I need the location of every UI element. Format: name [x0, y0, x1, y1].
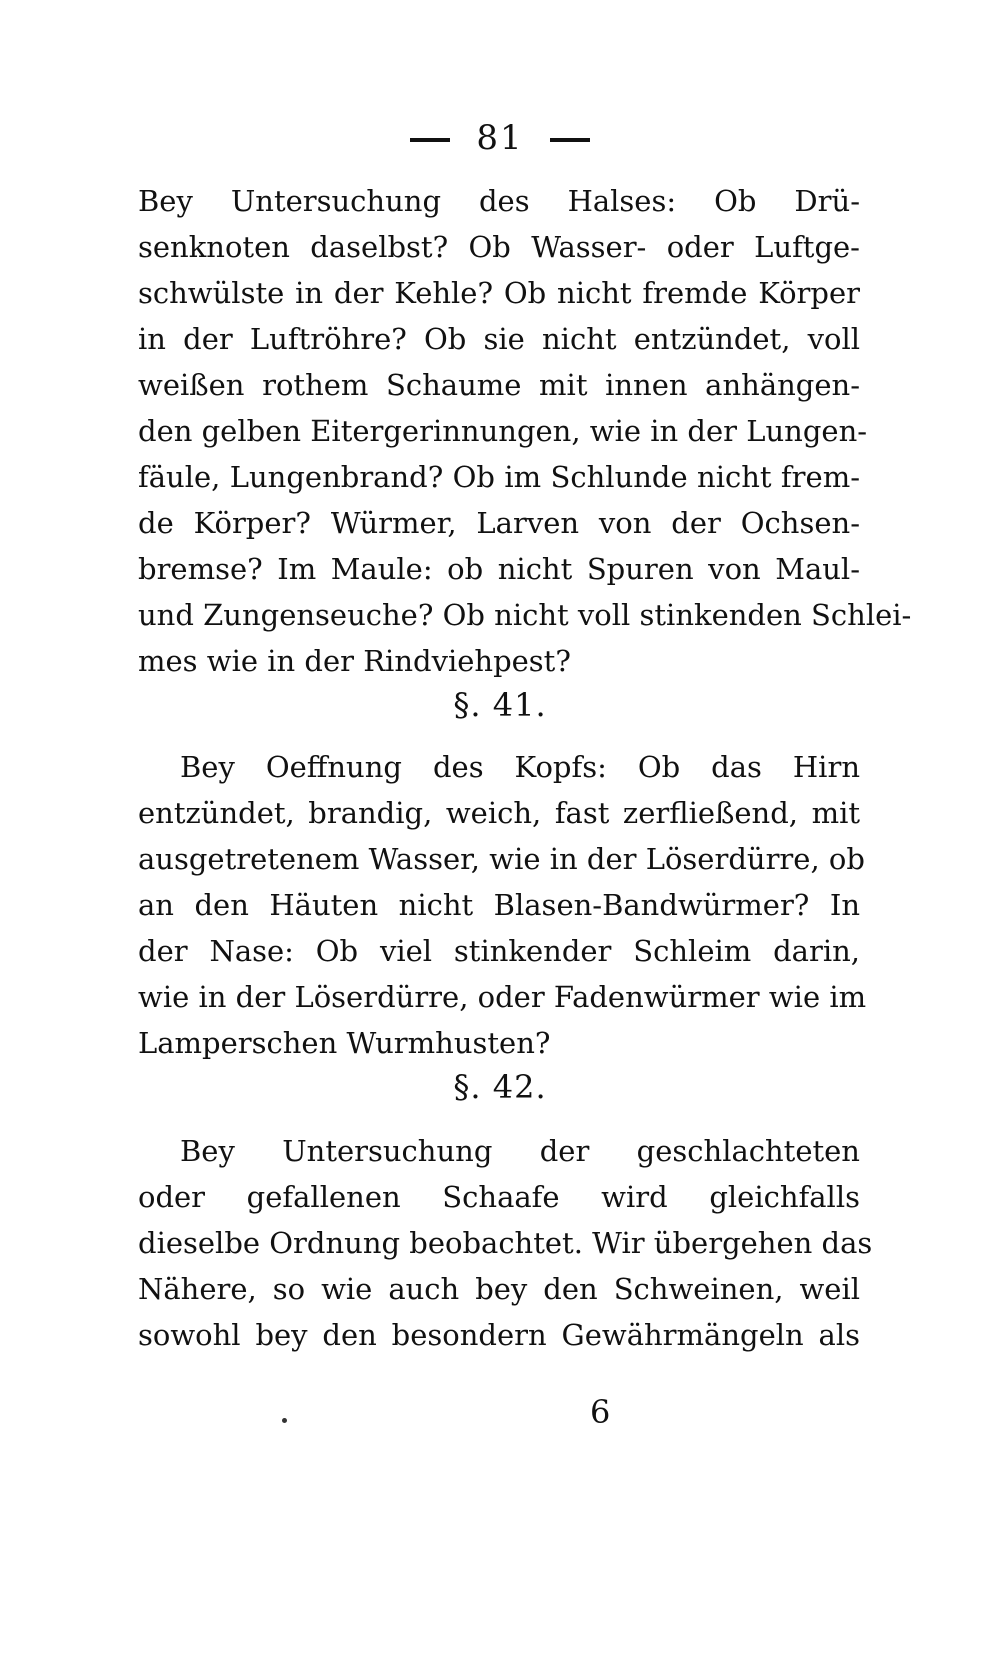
header-dash-left	[410, 138, 450, 142]
text-line: oder gefallenen Schaafe wird gleichfalls	[138, 1180, 860, 1214]
text-line: Bey Untersuchung des Halses: Ob Drü-	[138, 184, 860, 218]
text-line: entzündet, brandig, weich, fast zerfließend, mit	[138, 796, 860, 830]
text-line: in der Luftröhre? Ob sie nicht entzündet, voll	[138, 322, 860, 356]
text-line: und Zungenseuche? Ob nicht voll stinkenden Schlei-	[138, 598, 912, 632]
text-line: dieselbe Ordnung beobachtet. Wir übergehen das	[138, 1226, 873, 1260]
section-heading-42: §. 42.	[453, 1068, 547, 1106]
paragraph-neck-examination	[138, 178, 912, 684]
paragraph-head-opening	[138, 744, 867, 1066]
page-header	[0, 118, 1000, 158]
text-line: mes wie in der Rindviehpest?	[138, 644, 571, 678]
text-line: wie in der Löserdürre, oder Fadenwürmer wie im	[138, 980, 867, 1014]
signature-mark: 6	[590, 1393, 611, 1431]
text-line: Lamperschen Wurmhusten?	[138, 1026, 551, 1060]
section-heading-41: §. 41.	[453, 686, 547, 724]
text-line: schwülste in der Kehle? Ob nicht fremde Körper	[138, 276, 860, 310]
text-line: ausgetretenem Wasser, wie in der Löserdürre, ob	[138, 842, 865, 876]
text-line: fäule, Lungenbrand? Ob im Schlunde nicht frem-	[138, 460, 860, 494]
print-speck	[282, 1418, 287, 1423]
page-number: 81	[476, 118, 524, 158]
paragraph-sheep-examination	[138, 1128, 873, 1358]
text-line: an den Häuten nicht Blasen-Bandwürmer? In	[138, 888, 860, 922]
text-line: Nähere, so wie auch bey den Schweinen, weil	[138, 1272, 860, 1306]
text-line: den gelben Eitergerinnungen, wie in der Lungen-	[138, 414, 868, 448]
text-line: Bey Oeffnung des Kopfs: Ob das Hirn	[180, 750, 860, 784]
text-line: weißen rothem Schaume mit innen anhängen-	[138, 368, 860, 402]
text-line: de Körper? Würmer, Larven von der Ochsen-	[138, 506, 860, 540]
text-line: der Nase: Ob viel stinkender Schleim darin,	[138, 934, 860, 968]
text-line: sowohl bey den besondern Gewährmängeln als	[138, 1318, 860, 1352]
text-line: Bey Untersuchung der geschlachteten	[180, 1134, 860, 1168]
text-line: senknoten daselbst? Ob Wasser- oder Luftge-	[138, 230, 860, 264]
header-dash-right	[550, 138, 590, 142]
text-line: bremse? Im Maule: ob nicht Spuren von Maul-	[138, 552, 860, 586]
